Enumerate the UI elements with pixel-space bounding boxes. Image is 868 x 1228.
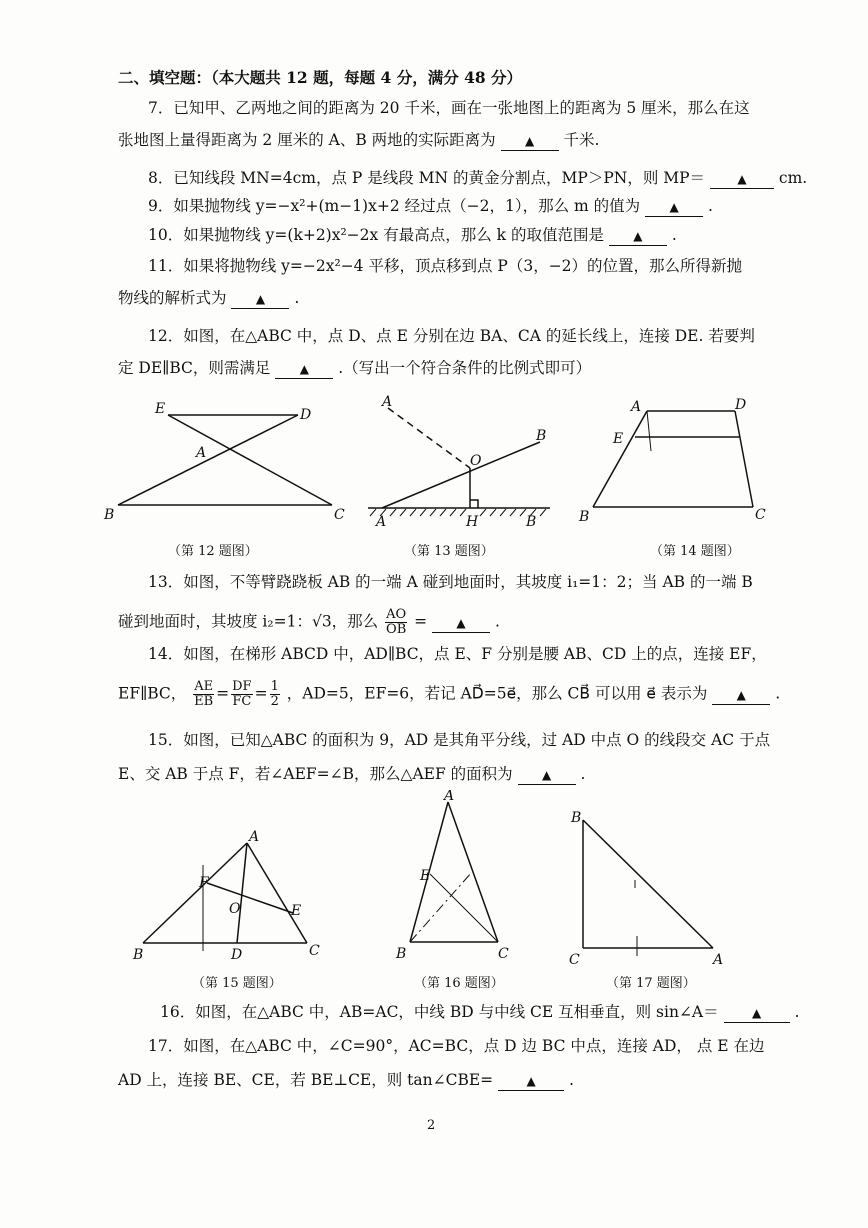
page-number: 2 xyxy=(427,1118,436,1133)
caption-fig17: （第 17 题图） xyxy=(606,976,696,991)
q12-text: 定 DE∥BC，则需满足 xyxy=(118,359,271,377)
q11-line1: 11．如果将抛物线 y=−2x²−4 平移，顶点移到点 P（3，−2）的位置，那么所得新抛 xyxy=(148,257,743,275)
label-E: E xyxy=(613,431,624,447)
label-A: A xyxy=(631,399,642,415)
label-C: C xyxy=(569,952,580,968)
figure-17 xyxy=(565,808,730,968)
triangle-mark-icon: ▲ xyxy=(736,687,746,702)
label-F: F xyxy=(199,875,209,891)
q8-line xyxy=(148,168,807,189)
q16-text: 16．如图，在△ABC 中，AB=AC，中线 BD 与中线 CE 互相垂直，则 sin∠A＝ xyxy=(160,1003,719,1021)
label-A-bottom: A xyxy=(376,514,387,530)
fraction-denominator: EB xyxy=(194,694,214,709)
figure-14 xyxy=(575,395,775,530)
triangle-mark-icon: ▲ xyxy=(541,768,552,782)
label-A-top: A xyxy=(382,394,393,410)
label-E: E xyxy=(155,401,166,417)
fraction-denominator: 2 xyxy=(270,694,279,709)
equals-sign: = xyxy=(414,612,428,631)
figure-16 xyxy=(390,790,520,965)
caption-fig12: （第 12 题图） xyxy=(168,544,258,559)
q16-end: . xyxy=(794,1003,800,1021)
triangle-mark-icon: ▲ xyxy=(456,615,466,630)
q12-end: .（写出一个符合条件的比例式即可） xyxy=(338,359,592,377)
triangle-mark-icon: ▲ xyxy=(255,292,266,306)
fraction-numerator: AO xyxy=(386,607,407,622)
label-A: A xyxy=(249,829,260,845)
q15-line2 xyxy=(118,764,585,785)
caption-fig13: （第 13 题图） xyxy=(404,544,494,559)
label-O: O xyxy=(470,453,482,469)
q7-answer-blank[interactable] xyxy=(501,131,559,151)
q14-line1: 14．如图，在梯形 ABCD 中，AD∥BC，点 E、F 分别是腰 AB、CD 上的点，连接 EF， xyxy=(148,645,767,663)
q14-text: EF∥BC， xyxy=(118,684,187,703)
q9-line xyxy=(148,196,713,217)
label-B-bottom: B xyxy=(526,514,537,530)
q14-end: . xyxy=(775,684,781,703)
caption-fig15: （第 15 题图） xyxy=(192,976,282,991)
label-B: B xyxy=(579,509,590,525)
q15-line1: 15．如图，已知△ABC 的面积为 9，AD 是其角平分线，过 AD 中点 O 的线段交 AC 于点 xyxy=(148,731,771,749)
figure-15 xyxy=(125,825,325,970)
q16-answer-blank[interactable] xyxy=(724,1003,790,1023)
label-D: D xyxy=(231,947,243,963)
q10-end: . xyxy=(671,226,677,244)
label-B-top: B xyxy=(536,428,547,444)
q9-text: 9．如果抛物线 y=−x²+(m−1)x+2 经过点（−2，1），那么 m 的值为 xyxy=(148,197,641,215)
q14-fraction-ae-eb xyxy=(193,680,214,709)
q14-text-2: ，AD=5，EF=6，若记 AD⃗=5e⃗，那么 CB⃗ 可以用 e⃗ 表示为 xyxy=(286,684,708,703)
q13-fraction xyxy=(385,608,407,637)
q13-text: 碰到地面时，其坡度 i₂=1：√3，那么 xyxy=(118,612,379,631)
label-C: C xyxy=(309,943,320,959)
equals-sign: = xyxy=(254,684,268,703)
section-title: 二、填空题：（本大题共 12 题，每题 4 分，满分 48 分） xyxy=(118,68,523,87)
triangle-mark-icon: ▲ xyxy=(633,229,643,243)
q10-answer-blank[interactable] xyxy=(609,226,667,246)
label-C: C xyxy=(498,946,509,962)
q17-answer-blank[interactable] xyxy=(498,1071,564,1091)
q13-line1: 13．如图，不等臂跷跷板 AB 的一端 A 碰到地面时，其坡度 i₁=1：2；当 AB 的一端 B xyxy=(148,573,753,591)
q16-line xyxy=(160,1002,799,1023)
q15-end: . xyxy=(580,765,586,783)
equals-sign: = xyxy=(216,684,230,703)
caption-fig14: （第 14 题图） xyxy=(650,544,740,559)
label-D: D xyxy=(300,407,312,423)
q13-answer-blank[interactable] xyxy=(432,613,490,633)
label-B: B xyxy=(104,507,115,523)
triangle-mark-icon: ▲ xyxy=(751,1006,762,1020)
q10-text: 10．如果抛物线 y=(k+2)x²−2x 有最高点，那么 k 的取值范围是 xyxy=(148,226,604,244)
figure-13 xyxy=(360,390,570,530)
q15-text: E、交 AB 于点 F，若∠AEF=∠B，那么△AEF 的面积为 xyxy=(118,765,513,783)
label-A: A xyxy=(713,952,724,968)
q12-answer-blank[interactable] xyxy=(275,359,333,379)
q7-line1: 7．已知甲、乙两地之间的距离为 20 千米，画在一张地图上的距离为 5 厘米，那么在这 xyxy=(148,99,750,117)
q7-text: 张地图上量得距离为 2 厘米的 A、B 两地的实际距离为 xyxy=(118,131,496,149)
label-B: B xyxy=(571,810,582,826)
q9-answer-blank[interactable] xyxy=(645,197,703,217)
triangle-mark-icon: ▲ xyxy=(524,134,535,148)
q14-fraction-df-fc xyxy=(231,680,252,709)
caption-fig16: （第 16 题图） xyxy=(414,976,504,991)
label-A: A xyxy=(444,790,455,804)
q8-text: 8．已知线段 MN=4cm，点 P 是线段 MN 的黄金分割点，MP＞PN，则 MP＝ xyxy=(148,169,706,187)
q17-text: AD 上，连接 BE、CE，若 BE⊥CE，则 tan∠CBE= xyxy=(118,1071,494,1089)
q13-line2 xyxy=(118,608,500,637)
label-H: H xyxy=(466,514,479,530)
label-E: E xyxy=(291,903,302,919)
fraction-numerator: AE xyxy=(194,679,214,694)
label-O: O xyxy=(229,901,241,917)
q7-line2 xyxy=(118,130,599,151)
label-C: C xyxy=(755,507,766,523)
fraction-denominator: OB xyxy=(386,622,407,637)
q11-text: 物线的解析式为 xyxy=(118,289,227,307)
q11-end: . xyxy=(294,289,300,307)
label-D: D xyxy=(735,397,747,413)
q17-line2 xyxy=(118,1070,574,1091)
triangle-mark-icon: ▲ xyxy=(299,362,309,376)
q14-line2 xyxy=(118,680,780,709)
q14-answer-blank[interactable] xyxy=(712,685,770,705)
label-C: C xyxy=(334,507,345,523)
fraction-denominator: FC xyxy=(232,694,252,709)
q14-fraction-half xyxy=(270,680,280,709)
label-B: B xyxy=(133,947,144,963)
q12-line1: 12．如图，在△ABC 中，点 D、点 E 分别在边 BA、CA 的延长线上，连接 DE. 若要判 xyxy=(148,327,755,345)
figure-12 xyxy=(100,395,350,530)
q15-answer-blank[interactable] xyxy=(518,765,576,785)
q8-answer-blank[interactable] xyxy=(710,169,774,189)
q10-line xyxy=(148,225,677,246)
q13-end: . xyxy=(494,612,500,631)
triangle-mark-icon: ▲ xyxy=(669,200,679,214)
q17-line1: 17．如图，在△ABC 中，∠C=90°，AC=BC，点 D 边 BC 中点，连接 AD， 点 E 在边 xyxy=(148,1037,765,1055)
triangle-mark-icon: ▲ xyxy=(737,172,747,186)
label-B: B xyxy=(396,946,407,962)
q12-line2 xyxy=(118,358,591,379)
q17-end: . xyxy=(569,1071,574,1089)
q8-unit: cm. xyxy=(778,169,808,187)
label-E: E xyxy=(420,868,431,884)
q11-line2 xyxy=(118,288,299,309)
triangle-mark-icon: ▲ xyxy=(526,1074,536,1088)
q9-end: . xyxy=(708,197,713,215)
q11-answer-blank[interactable] xyxy=(231,289,289,309)
fraction-numerator: 1 xyxy=(270,679,279,694)
q7-unit: 千米. xyxy=(563,131,600,149)
label-A: A xyxy=(196,445,207,461)
fraction-numerator: DF xyxy=(232,679,252,694)
